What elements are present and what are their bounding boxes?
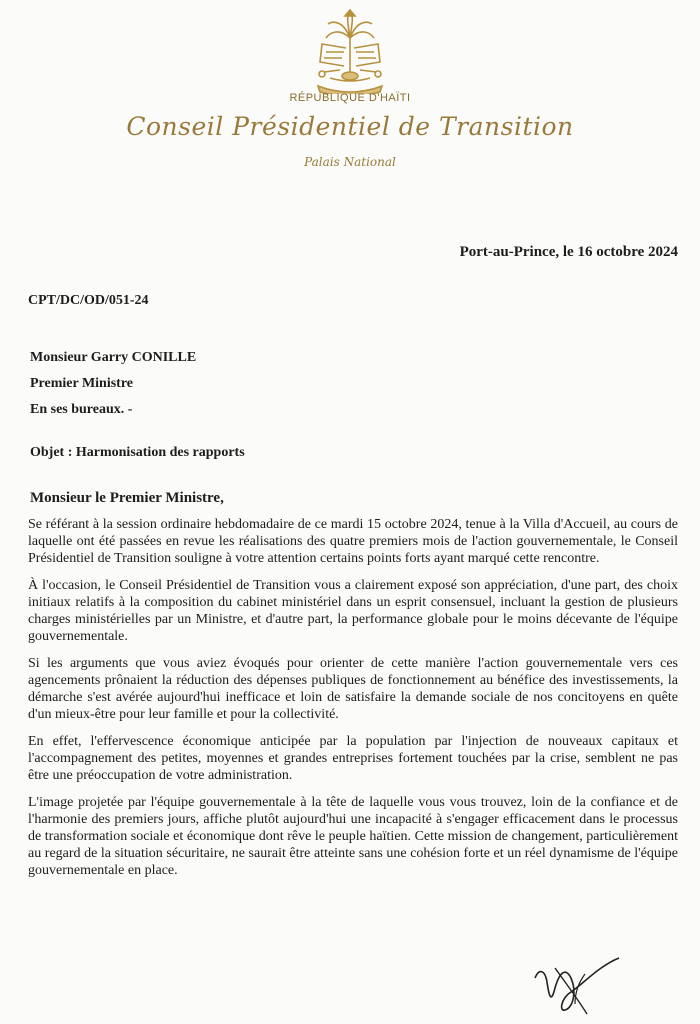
body-paragraph: En effet, l'effervescence économique anticipée par la population par l'injection de nouveaux capitaux et l'accompagnement des petites, moyennes et grandes entreprises fortement touchées par la crise, semblent ne pas être une préoccupation de votre administration.: [28, 734, 678, 783]
recipient-block: [30, 345, 196, 423]
subject-line: Objet : Harmonisation des rapports: [30, 445, 245, 460]
republic-heading: RÉPUBLIQUE D'HAÏTI: [289, 92, 411, 104]
body-paragraph: À l'occasion, le Conseil Présidentiel de Transition vous a clairement exposé son appréciation, d'une part, des choix initiaux relatifs à la composition du cabinet ministériel dans un esprit consensuel, incluant la gestion de plusieurs charges ministérielles par un Ministre, et d'autre part, la performance globale pour le moins décevante de l'équipe gouvernementale.: [28, 578, 678, 644]
reference-number: CPT/DC/OD/051-24: [28, 293, 149, 308]
salutation: Monsieur le Premier Ministre,: [30, 490, 224, 506]
recipient-name: Monsieur Garry CONILLE: [30, 350, 197, 365]
recipient-location: En ses bureaux. -: [30, 402, 133, 417]
council-heading: Conseil Présidentiel de Transition: [126, 112, 574, 141]
date-line: Port-au-Prince, le 16 octobre 2024: [459, 244, 678, 260]
body-paragraph: Se référant à la session ordinaire hebdomadaire de ce mardi 15 octobre 2024, tenue à la Villa d'Accueil, au cours de laquelle ont été passées en revue les réalisations des quatre premiers mois de l'action gouvernementale, le Conseil Présidentiel de Transition souligne à votre attention certains points forts ayant marqué cette rencontre.: [28, 517, 678, 566]
handwritten-signature: [525, 948, 625, 1018]
coat-of-arms-icon: [300, 8, 400, 94]
recipient-title: Premier Ministre: [30, 376, 134, 391]
palace-subheading: Palais National: [304, 155, 396, 169]
letter-body: [28, 516, 678, 889]
body-paragraph: Si les arguments que vous aviez évoqués pour orienter de cette manière l'action gouvernementale vers ces agencements prônaient la réduction des dépenses publiques de fonctionnement au bénéfice des investissements, la démarche s'est avérée aujourd'hui inefficace et loin de satisfaire la demande sociale de nos concitoyens en quête d'un mieux-être pour leur famille et pour la collectivité.: [28, 656, 678, 722]
body-paragraph: L'image projetée par l'équipe gouvernementale à la tête de laquelle vous vous trouvez, loin de la confiance et de l'harmonie des premiers jours, affiche plutôt aujourd'hui une incapacité à s'engager efficacement dans le processus de transformation sociale et économique dont rêve le peuple haïtien. Cette mission de changement, particulièrement au regard de la situation sécuritaire, ne saurait être atteinte sans une cohésion forte et un réel dynamisme de l'équipe gouvernementale en place.: [28, 795, 678, 878]
